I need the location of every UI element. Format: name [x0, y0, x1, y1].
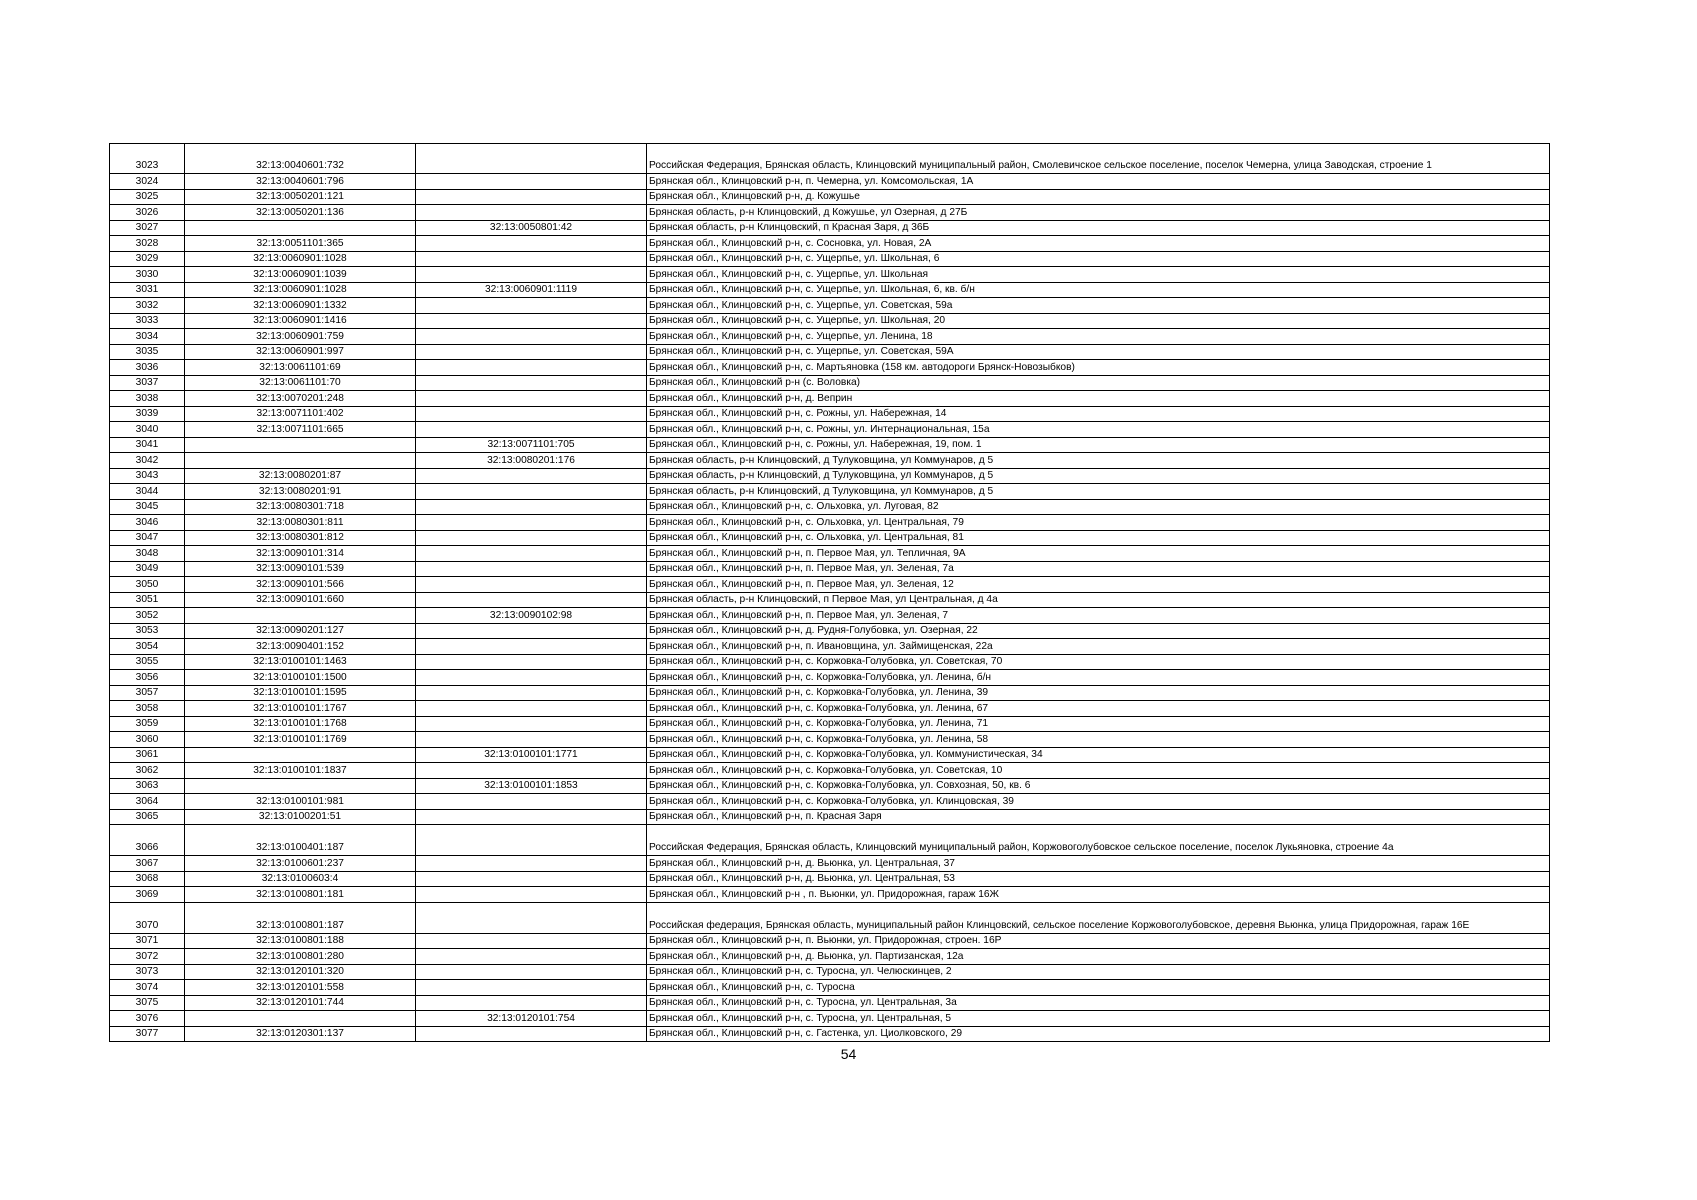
linked-cadastral-number-cell: [416, 933, 647, 949]
table-row: [110, 716, 1550, 732]
linked-cadastral-number-cell: [416, 406, 647, 422]
address-cell: Российская федерация, Брянская область, муниципальный район Клинцовский, сельское поселение Коржовоголубовское, деревня Вьюнка, улица Придорожная, гараж 16Е: [647, 902, 1550, 933]
cadastral-number-cell: 32:13:0090101:566: [185, 577, 416, 593]
address-cell: Брянская обл., Клинцовский р-н, с. Туросна, ул. Центральная, 3а: [647, 995, 1550, 1011]
address-cell: Брянская обл., Клинцовский р-н, с. Рожны, ул. Интернациональная, 15а: [647, 422, 1550, 438]
linked-cadastral-number-cell: 32:13:0050801:42: [416, 220, 647, 236]
address-cell: Брянская обл., Клинцовский р-н, п. Ивановщина, ул. Займищенская, 22а: [647, 639, 1550, 655]
linked-cadastral-number-cell: [416, 732, 647, 748]
linked-cadastral-number-cell: [416, 639, 647, 655]
row-number-cell: 3033: [110, 313, 185, 329]
row-number-cell: 3077: [110, 1026, 185, 1042]
linked-cadastral-number-cell: [416, 856, 647, 872]
table-row: [110, 499, 1550, 515]
table-row: [110, 468, 1550, 484]
row-number-cell: 3055: [110, 654, 185, 670]
row-number-cell: 3040: [110, 422, 185, 438]
row-number-cell: 3070: [110, 902, 185, 933]
address-cell: Брянская обл., Клинцовский р-н, с. Коржовка-Голубовка, ул. Клинцовская, 39: [647, 794, 1550, 810]
table-row: [110, 933, 1550, 949]
table-row: [110, 546, 1550, 562]
cadastral-number-cell: 32:13:0090201:127: [185, 623, 416, 639]
address-cell: Брянская область, р-н Клинцовский, д Тулуковщина, ул Коммунаров, д 5: [647, 468, 1550, 484]
table-row: [110, 298, 1550, 314]
cadastral-number-cell: 32:13:0120101:744: [185, 995, 416, 1011]
cadastral-number-cell: [185, 220, 416, 236]
linked-cadastral-number-cell: 32:13:0120101:754: [416, 1011, 647, 1027]
table-row: [110, 732, 1550, 748]
cadastral-number-cell: [185, 778, 416, 794]
cadastral-number-cell: 32:13:0100801:280: [185, 949, 416, 965]
row-number-cell: 3074: [110, 980, 185, 996]
address-cell: Брянская обл., Клинцовский р-н, с. Коржовка-Голубовка, ул. Ленина, б/н: [647, 670, 1550, 686]
row-number-cell: 3027: [110, 220, 185, 236]
cadastral-number-cell: 32:13:0090101:314: [185, 546, 416, 562]
table-row: [110, 344, 1550, 360]
linked-cadastral-number-cell: [416, 174, 647, 190]
table-row: [110, 453, 1550, 469]
row-number-cell: 3065: [110, 809, 185, 825]
table-row: [110, 902, 1550, 933]
address-cell: Брянская обл., Клинцовский р-н, с. Ущерпье, ул. Ленина, 18: [647, 329, 1550, 345]
address-cell: Брянская обл., Клинцовский р-н, с. Ольховка, ул. Луговая, 82: [647, 499, 1550, 515]
row-number-cell: 3064: [110, 794, 185, 810]
page-number: 54: [840, 1046, 857, 1062]
linked-cadastral-number-cell: [416, 515, 647, 531]
linked-cadastral-number-cell: [416, 236, 647, 252]
table-row: [110, 267, 1550, 283]
row-number-cell: 3061: [110, 747, 185, 763]
linked-cadastral-number-cell: [416, 809, 647, 825]
linked-cadastral-number-cell: [416, 654, 647, 670]
table-row: [110, 530, 1550, 546]
table-row: [110, 608, 1550, 624]
cadastral-number-cell: 32:13:0061101:69: [185, 360, 416, 376]
cadastral-number-cell: [185, 437, 416, 453]
row-number-cell: 3069: [110, 887, 185, 903]
table-row: [110, 360, 1550, 376]
table-row: [110, 809, 1550, 825]
address-cell: Брянская обл., Клинцовский р-н, с. Рожны, ул. Набережная, 14: [647, 406, 1550, 422]
address-cell: Брянская обл., Клинцовский р-н, с. Ущерпье, ул. Советская, 59а: [647, 298, 1550, 314]
linked-cadastral-number-cell: [416, 251, 647, 267]
cadastral-number-cell: 32:13:0071101:665: [185, 422, 416, 438]
cadastral-number-cell: 32:13:0100201:51: [185, 809, 416, 825]
linked-cadastral-number-cell: 32:13:0100101:1853: [416, 778, 647, 794]
cadastral-number-cell: 32:13:0100101:1767: [185, 701, 416, 717]
table-row: [110, 871, 1550, 887]
address-cell: Брянская обл., Клинцовский р-н, п. Первое Мая, ул. Зеленая, 12: [647, 577, 1550, 593]
table-row: [110, 670, 1550, 686]
table-row: [110, 747, 1550, 763]
cadastral-number-cell: 32:13:0060901:1332: [185, 298, 416, 314]
linked-cadastral-number-cell: [416, 375, 647, 391]
table-row: [110, 701, 1550, 717]
row-number-cell: 3062: [110, 763, 185, 779]
cadastral-number-cell: 32:13:0100101:1837: [185, 763, 416, 779]
linked-cadastral-number-cell: [416, 313, 647, 329]
address-cell: Брянская обл., Клинцовский р-н (с. Воловка): [647, 375, 1550, 391]
table-row: [110, 189, 1550, 205]
address-cell: Брянская область, р-н Клинцовский, д Тулуковщина, ул Коммунаров, д 5: [647, 453, 1550, 469]
linked-cadastral-number-cell: [416, 964, 647, 980]
linked-cadastral-number-cell: 32:13:0090102:98: [416, 608, 647, 624]
table-row: [110, 406, 1550, 422]
table-row: [110, 949, 1550, 965]
table-row: [110, 825, 1550, 856]
address-cell: Брянская обл., Клинцовский р-н, с. Коржовка-Голубовка, ул. Ленина, 39: [647, 685, 1550, 701]
cadastral-number-cell: 32:13:0090101:539: [185, 561, 416, 577]
row-number-cell: 3067: [110, 856, 185, 872]
address-cell: Брянская обл., Клинцовский р-н, д. Веприн: [647, 391, 1550, 407]
cadastral-number-cell: 32:13:0100801:181: [185, 887, 416, 903]
cadastral-number-cell: 32:13:0100801:187: [185, 902, 416, 933]
linked-cadastral-number-cell: 32:13:0080201:176: [416, 453, 647, 469]
row-number-cell: 3036: [110, 360, 185, 376]
cadastral-number-cell: 32:13:0060901:997: [185, 344, 416, 360]
address-cell: Брянская обл., Клинцовский р-н, д. Вьюнка, ул. Центральная, 37: [647, 856, 1550, 872]
cadastral-number-cell: 32:13:0120101:320: [185, 964, 416, 980]
cadastral-number-cell: 32:13:0080301:812: [185, 530, 416, 546]
row-number-cell: 3034: [110, 329, 185, 345]
row-number-cell: 3025: [110, 189, 185, 205]
cadastral-number-cell: 32:13:0120301:137: [185, 1026, 416, 1042]
cadastral-number-cell: 32:13:0070201:248: [185, 391, 416, 407]
row-number-cell: 3035: [110, 344, 185, 360]
address-cell: Брянская обл., Клинцовский р-н, с. Ущерпье, ул. Школьная, 6: [647, 251, 1550, 267]
cadastral-number-cell: [185, 608, 416, 624]
row-number-cell: 3030: [110, 267, 185, 283]
cadastral-number-cell: 32:13:0060901:759: [185, 329, 416, 345]
table-row: [110, 484, 1550, 500]
row-number-cell: 3057: [110, 685, 185, 701]
address-cell: Брянская область, р-н Клинцовский, д Тулуковщина, ул Коммунаров, д 5: [647, 484, 1550, 500]
linked-cadastral-number-cell: [416, 391, 647, 407]
row-number-cell: 3049: [110, 561, 185, 577]
table-row: [110, 639, 1550, 655]
address-cell: Брянская обл., Клинцовский р-н, п. Красная Заря: [647, 809, 1550, 825]
cadastral-number-cell: 32:13:0100101:1463: [185, 654, 416, 670]
cadastral-number-cell: 32:13:0090401:152: [185, 639, 416, 655]
linked-cadastral-number-cell: [416, 685, 647, 701]
table-row: [110, 282, 1550, 298]
linked-cadastral-number-cell: [416, 561, 647, 577]
address-cell: Брянская обл., Клинцовский р-н, п. Вьюнки, ул. Придорожная, строен. 16Р: [647, 933, 1550, 949]
row-number-cell: 3039: [110, 406, 185, 422]
cadastral-number-cell: [185, 1011, 416, 1027]
address-cell: Брянская обл., Клинцовский р-н, с. Коржовка-Голубовка, ул. Совхозная, 50, кв. 6: [647, 778, 1550, 794]
row-number-cell: 3024: [110, 174, 185, 190]
address-cell: Брянская обл., Клинцовский р-н, д. Вьюнка, ул. Партизанская, 12а: [647, 949, 1550, 965]
row-number-cell: 3048: [110, 546, 185, 562]
row-number-cell: 3031: [110, 282, 185, 298]
linked-cadastral-number-cell: [416, 763, 647, 779]
address-cell: Брянская обл., Клинцовский р-н , п. Вьюнки, ул. Придорожная, гараж 16Ж: [647, 887, 1550, 903]
row-number-cell: 3066: [110, 825, 185, 856]
row-number-cell: 3037: [110, 375, 185, 391]
cadastral-number-cell: 32:13:0100101:1768: [185, 716, 416, 732]
cadastral-number-cell: 32:13:0100401:187: [185, 825, 416, 856]
cadastral-number-cell: 32:13:0100101:981: [185, 794, 416, 810]
table-row: [110, 964, 1550, 980]
linked-cadastral-number-cell: [416, 530, 647, 546]
cadastral-number-cell: 32:13:0040601:796: [185, 174, 416, 190]
linked-cadastral-number-cell: [416, 902, 647, 933]
linked-cadastral-number-cell: [416, 499, 647, 515]
cadastral-number-cell: 32:13:0120101:558: [185, 980, 416, 996]
row-number-cell: 3043: [110, 468, 185, 484]
linked-cadastral-number-cell: [416, 267, 647, 283]
cadastral-number-cell: 32:13:0100603:4: [185, 871, 416, 887]
row-number-cell: 3076: [110, 1011, 185, 1027]
cadastral-number-cell: 32:13:0100801:188: [185, 933, 416, 949]
row-number-cell: 3051: [110, 592, 185, 608]
row-number-cell: 3075: [110, 995, 185, 1011]
row-number-cell: 3072: [110, 949, 185, 965]
row-number-cell: 3056: [110, 670, 185, 686]
table-row: [110, 422, 1550, 438]
address-cell: Брянская обл., Клинцовский р-н, с. Туросна, ул. Челюскинцев, 2: [647, 964, 1550, 980]
linked-cadastral-number-cell: [416, 980, 647, 996]
row-number-cell: 3041: [110, 437, 185, 453]
cadastral-number-cell: 32:13:0060901:1416: [185, 313, 416, 329]
cadastral-number-cell: 32:13:0080301:718: [185, 499, 416, 515]
table-row: [110, 592, 1550, 608]
table-row: [110, 995, 1550, 1011]
address-cell: Брянская область, р-н Клинцовский, п Первое Мая, ул Центральная, д 4а: [647, 592, 1550, 608]
linked-cadastral-number-cell: [416, 670, 647, 686]
row-number-cell: 3068: [110, 871, 185, 887]
address-cell: Брянская обл., Клинцовский р-н, с. Ольховка, ул. Центральная, 79: [647, 515, 1550, 531]
address-cell: Брянская обл., Клинцовский р-н, с. Ольховка, ул. Центральная, 81: [647, 530, 1550, 546]
cadastral-number-cell: 32:13:0051101:365: [185, 236, 416, 252]
linked-cadastral-number-cell: [416, 189, 647, 205]
address-cell: Брянская обл., Клинцовский р-н, с. Коржовка-Голубовка, ул. Ленина, 71: [647, 716, 1550, 732]
row-number-cell: 3023: [110, 144, 185, 174]
address-cell: Брянская обл., Клинцовский р-н, с. Коржовка-Голубовка, ул. Ленина, 58: [647, 732, 1550, 748]
address-cell: Брянская обл., Клинцовский р-н, п. Первое Мая, ул. Зеленая, 7: [647, 608, 1550, 624]
address-cell: Брянская обл., Клинцовский р-н, с. Ущерпье, ул. Школьная, 20: [647, 313, 1550, 329]
linked-cadastral-number-cell: [416, 701, 647, 717]
cadastral-number-cell: 32:13:0060901:1028: [185, 282, 416, 298]
cadastral-number-cell: [185, 747, 416, 763]
address-cell: Брянская обл., Клинцовский р-н, с. Туросна, ул. Центральная, 5: [647, 1011, 1550, 1027]
linked-cadastral-number-cell: [416, 592, 647, 608]
registry-table-body: [110, 144, 1550, 1042]
address-cell: Брянская обл., Клинцовский р-н, с. Ущерпье, ул. Советская, 59А: [647, 344, 1550, 360]
linked-cadastral-number-cell: [416, 995, 647, 1011]
address-cell: Брянская обл., Клинцовский р-н, п. Первое Мая, ул. Тепличная, 9А: [647, 546, 1550, 562]
cadastral-number-cell: 32:13:0050201:136: [185, 205, 416, 221]
cadastral-number-cell: 32:13:0071101:402: [185, 406, 416, 422]
linked-cadastral-number-cell: [416, 577, 647, 593]
table-row: [110, 980, 1550, 996]
cadastral-number-cell: 32:13:0050201:121: [185, 189, 416, 205]
table-row: [110, 251, 1550, 267]
address-cell: Брянская обл., Клинцовский р-н, п. Чемерна, ул. Комсомольская, 1А: [647, 174, 1550, 190]
row-number-cell: 3045: [110, 499, 185, 515]
linked-cadastral-number-cell: [416, 716, 647, 732]
row-number-cell: 3060: [110, 732, 185, 748]
table-row: [110, 763, 1550, 779]
linked-cadastral-number-cell: [416, 484, 647, 500]
address-cell: Брянская область, р-н Клинцовский, п Красная Заря, д 36Б: [647, 220, 1550, 236]
cadastral-number-cell: 32:13:0100101:1769: [185, 732, 416, 748]
table-row: [110, 205, 1550, 221]
linked-cadastral-number-cell: [416, 329, 647, 345]
linked-cadastral-number-cell: [416, 344, 647, 360]
linked-cadastral-number-cell: [416, 546, 647, 562]
cadastral-number-cell: 32:13:0090101:660: [185, 592, 416, 608]
table-row: [110, 778, 1550, 794]
linked-cadastral-number-cell: [416, 623, 647, 639]
address-cell: Брянская обл., Клинцовский р-н, с. Мартьяновка (158 км. автодороги Брянск-Новозыбков): [647, 360, 1550, 376]
row-number-cell: 3046: [110, 515, 185, 531]
row-number-cell: 3053: [110, 623, 185, 639]
table-row: [110, 794, 1550, 810]
table-row: [110, 174, 1550, 190]
address-cell: Брянская обл., Клинцовский р-н, с. Рожны, ул. Набережная, 19, пом. 1: [647, 437, 1550, 453]
address-cell: Брянская обл., Клинцовский р-н, с. Ущерпье, ул. Школьная: [647, 267, 1550, 283]
linked-cadastral-number-cell: [416, 825, 647, 856]
linked-cadastral-number-cell: [416, 794, 647, 810]
cadastral-number-cell: 32:13:0100101:1595: [185, 685, 416, 701]
cadastral-number-cell: 32:13:0100101:1500: [185, 670, 416, 686]
table-row: [110, 685, 1550, 701]
cadastral-number-cell: 32:13:0080201:91: [185, 484, 416, 500]
address-cell: Брянская обл., Клинцовский р-н, д. Вьюнка, ул. Центральная, 53: [647, 871, 1550, 887]
row-number-cell: 3054: [110, 639, 185, 655]
linked-cadastral-number-cell: [416, 871, 647, 887]
linked-cadastral-number-cell: [416, 1026, 647, 1042]
address-cell: Брянская обл., Клинцовский р-н, с. Гастенка, ул. Циолковского, 29: [647, 1026, 1550, 1042]
row-number-cell: 3028: [110, 236, 185, 252]
table-row: [110, 1026, 1550, 1042]
row-number-cell: 3052: [110, 608, 185, 624]
row-number-cell: 3029: [110, 251, 185, 267]
cadastral-number-cell: 32:13:0100601:237: [185, 856, 416, 872]
table-row: [110, 1011, 1550, 1027]
address-cell: Российская Федерация, Брянская область, Клинцовский муниципальный район, Смолевичское сельское поселение, поселок Чемерна, улица Заводская, строение 1: [647, 144, 1550, 174]
table-row: [110, 856, 1550, 872]
table-row: [110, 623, 1550, 639]
row-number-cell: 3042: [110, 453, 185, 469]
address-cell: Брянская обл., Клинцовский р-н, с. Туросна: [647, 980, 1550, 996]
address-cell: Брянская область, р-н Клинцовский, д Кожушье, ул Озерная, д 27Б: [647, 205, 1550, 221]
table-row: [110, 313, 1550, 329]
row-number-cell: 3058: [110, 701, 185, 717]
row-number-cell: 3047: [110, 530, 185, 546]
linked-cadastral-number-cell: [416, 887, 647, 903]
row-number-cell: 3063: [110, 778, 185, 794]
table-row: [110, 375, 1550, 391]
table-row: [110, 654, 1550, 670]
cadastral-number-cell: 32:13:0060901:1028: [185, 251, 416, 267]
cadastral-number-cell: [185, 453, 416, 469]
linked-cadastral-number-cell: 32:13:0071101:705: [416, 437, 647, 453]
linked-cadastral-number-cell: [416, 949, 647, 965]
address-cell: Брянская обл., Клинцовский р-н, с. Коржовка-Голубовка, ул. Советская, 10: [647, 763, 1550, 779]
table-row: [110, 887, 1550, 903]
address-cell: Брянская обл., Клинцовский р-н, с. Сосновка, ул. Новая, 2А: [647, 236, 1550, 252]
address-cell: Российская Федерация, Брянская область, Клинцовский муниципальный район, Коржовоголубовское сельское поселение, поселок Лукьяновка, строение 4а: [647, 825, 1550, 856]
cadastral-number-cell: 32:13:0080201:87: [185, 468, 416, 484]
address-cell: Брянская обл., Клинцовский р-н, п. Первое Мая, ул. Зеленая, 7а: [647, 561, 1550, 577]
address-cell: Брянская обл., Клинцовский р-н, с. Коржовка-Голубовка, ул. Коммунистическая, 34: [647, 747, 1550, 763]
linked-cadastral-number-cell: [416, 298, 647, 314]
row-number-cell: 3044: [110, 484, 185, 500]
row-number-cell: 3050: [110, 577, 185, 593]
table-row: [110, 391, 1550, 407]
property-registry-table: [109, 143, 1550, 1042]
linked-cadastral-number-cell: [416, 205, 647, 221]
row-number-cell: 3071: [110, 933, 185, 949]
table-row: [110, 220, 1550, 236]
address-cell: Брянская обл., Клинцовский р-н, с. Коржовка-Голубовка, ул. Ленина, 67: [647, 701, 1550, 717]
address-cell: Брянская обл., Клинцовский р-н, д. Рудня-Голубовка, ул. Озерная, 22: [647, 623, 1550, 639]
table-row: [110, 515, 1550, 531]
row-number-cell: 3038: [110, 391, 185, 407]
address-cell: Брянская обл., Клинцовский р-н, с. Коржовка-Голубовка, ул. Советская, 70: [647, 654, 1550, 670]
row-number-cell: 3032: [110, 298, 185, 314]
linked-cadastral-number-cell: [416, 144, 647, 174]
row-number-cell: 3026: [110, 205, 185, 221]
linked-cadastral-number-cell: [416, 360, 647, 376]
cadastral-number-cell: 32:13:0080301:811: [185, 515, 416, 531]
table-row: [110, 437, 1550, 453]
address-cell: Брянская обл., Клинцовский р-н, с. Ущерпье, ул. Школьная, 6, кв. б/н: [647, 282, 1550, 298]
row-number-cell: 3073: [110, 964, 185, 980]
document-page: [109, 143, 1549, 1042]
cadastral-number-cell: 32:13:0060901:1039: [185, 267, 416, 283]
linked-cadastral-number-cell: 32:13:0100101:1771: [416, 747, 647, 763]
linked-cadastral-number-cell: [416, 468, 647, 484]
address-cell: Брянская обл., Клинцовский р-н, д. Кожушье: [647, 189, 1550, 205]
table-row: [110, 561, 1550, 577]
cadastral-number-cell: 32:13:0061101:70: [185, 375, 416, 391]
row-number-cell: 3059: [110, 716, 185, 732]
cadastral-number-cell: 32:13:0040601:732: [185, 144, 416, 174]
table-row: [110, 577, 1550, 593]
table-row: [110, 236, 1550, 252]
linked-cadastral-number-cell: [416, 422, 647, 438]
table-row: [110, 144, 1550, 174]
linked-cadastral-number-cell: 32:13:0060901:1119: [416, 282, 647, 298]
table-row: [110, 329, 1550, 345]
